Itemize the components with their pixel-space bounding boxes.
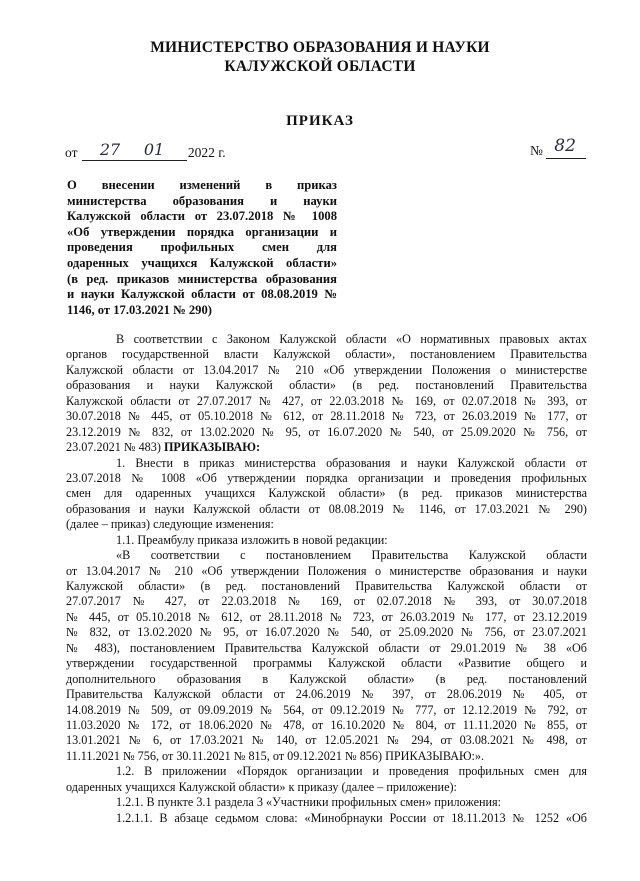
order-date-line [65, 140, 226, 161]
item11-quote-line: № 832, от 13.02.2020 № 95, от 16.07.2020 № 540, от 25.09.2020 № 756, от 23.07.2021 [66, 625, 587, 640]
item1-line: образования и науки Калужской области от 08.08.2019 № 1146, от 17.03.2021 № 290) [66, 501, 587, 516]
preamble-tail: 23.07.2021 № 483) [66, 440, 164, 455]
item11-quote-line: Правительства Калужской области от 24.06.2019 № 397, от 28.06.2019 № 405, от [66, 687, 587, 702]
document-type-title: ПРИКАЗ [286, 113, 354, 129]
subject-line: 1146, от 17.03.2021 № 290) [67, 302, 212, 317]
item1-line: смен для одаренных учащихся Калужской области» (в ред. приказов министерства [66, 486, 587, 501]
item11-quote-line: 11.03.2020 № 172, от 18.06.2020 № 478, от 16.10.2020 № 804, от 11.11.2020 № 855, от [66, 717, 587, 732]
ministry-name-line1: МИНИСТЕРСТВО ОБРАЗОВАНИЯ И НАУКИ [150, 39, 490, 56]
subject-line: министерства образования и науки [67, 193, 337, 208]
handwritten-number: 82 [554, 136, 576, 156]
preamble-line: 30.07.2018 № 445, от 05.10.2018 № 612, от 28.11.2018 № 723, от 26.03.2019 № 177, от [66, 409, 587, 424]
item11-quote-line: № 483), постановлением Правительства Калужской области от 29.01.2019 № 38 «Об [66, 640, 587, 655]
item12-line: одаренных учащихся Калужской области» к приказу (далее – приложение): [66, 779, 457, 794]
item1-line: (далее – приказ) следующие изменения: [66, 517, 274, 532]
handwritten-day: 27 [99, 140, 121, 159]
item11-quote-line: от 13.04.2017 № 210 «Об утверждении Положения о министерстве образования и науки [66, 563, 587, 578]
item11-quote-line: 27.07.2017 № 427, от 22.03.2018 № 169, от 02.07.2018 № 393, от 30.07.2018 [66, 594, 587, 609]
item1-line: 23.07.2018 № 1008 «Об утверждении порядка организации и проведения профильных [66, 470, 587, 485]
item11-quote-line: утверждении государственной программы Калужской области «Развитие общего и [66, 656, 587, 671]
preamble-line: образования и науки Калужской области» (в ред. постановлений Правительства [66, 378, 587, 393]
number-blank [546, 136, 586, 159]
item121-line: 1.2.1. В пункте 3.1 раздела 3 «Участники профильных смен» приложения: [116, 795, 502, 810]
order-number-line [530, 136, 586, 159]
preamble-line: В соответствии с Законом Калужской области «О нормативных правовых актах [116, 332, 587, 346]
item11-quote-line: 13.01.2021 № 6, от 17.03.2021 № 140, от 12.05.2021 № 294, от 03.08.2021 № 498, от [66, 733, 587, 748]
item11-quote-line: 14.08.2019 № 509, от 09.09.2019 № 564, от 09.12.2019 № 777, от 12.12.2019 № 792, от [66, 702, 587, 717]
subject-line: Калужской области от 23.07.2018 № 1008 [67, 209, 337, 224]
subject-line: одаренных учащихся Калужской области» [67, 255, 337, 270]
ministry-name-line2: КАЛУЖСКОЙ ОБЛАСТИ [224, 58, 416, 75]
preamble-line: Калужской области от 13.04.2017 № 210 «Об утверждении Положения о министерстве [66, 362, 587, 377]
order-keyword: ПРИКАЗЫВАЮ: [163, 440, 261, 455]
item1211-line: 1.2.1.1. В абзаце седьмом слова: «Минобрнауки России от 18.11.2013 № 1252 «Об [116, 810, 587, 825]
item11-quote-line: № 445, от 05.10.2018 № 612, от 28.11.2018 № 723, от 26.03.2019 № 177, от 23.12.2019 [66, 609, 587, 624]
subject-line: О внесении изменений в приказ [67, 178, 337, 192]
subject-line: проведения профильных смен для [67, 240, 337, 255]
item11-quote-line: дополнительного образования в Калужской области» (в ред. постановлений [66, 671, 587, 686]
subject-line: «Об утверждении порядка организации и [67, 224, 337, 239]
item12-line: 1.2. В приложении «Порядок организации и проведения профильных смен для [116, 764, 587, 779]
handwritten-month: 01 [143, 140, 165, 159]
preamble-line: органов государственной власти Калужской области», постановлением Правительства [66, 347, 587, 362]
subject-line: и науки Калужской области от 08.08.2019 № [67, 287, 337, 302]
order-subject [67, 178, 337, 318]
date-prefix: от [65, 145, 78, 160]
item11-quote-line: 11.11.2021 № 756, от 30.11.2021 № 815, от 09.12.2021 № 856) ПРИКАЗЫВАЮ:». [66, 748, 485, 763]
number-prefix: № [530, 143, 543, 158]
subject-line: (в ред. приказов министерства образования [67, 271, 337, 286]
preamble-last-line [66, 440, 587, 455]
preamble-line: 23.12.2019 № 832, от 13.02.2020 № 95, от 16.07.2020 № 540, от 25.09.2020 № 756, от [66, 424, 587, 439]
date-blank [82, 140, 187, 161]
date-year: 2022 г. [187, 145, 226, 160]
preamble-line: Калужской области от 27.07.2017 № 427, от 22.03.2018 № 169, от 02.07.2018 № 393, от [66, 393, 587, 408]
order-body [66, 332, 587, 826]
item11-quote-line: «В соответствии с постановлением Правительства Калужской области [116, 548, 587, 563]
item1-line: 1. Внести в приказ министерства образования и науки Калужской области от [116, 455, 587, 470]
item11-quote-line: Калужской области» (в ред. постановлений Правительства Калужской области от [66, 579, 587, 593]
item11-heading: 1.1. Преамбулу приказа изложить в новой редакции: [116, 532, 388, 547]
